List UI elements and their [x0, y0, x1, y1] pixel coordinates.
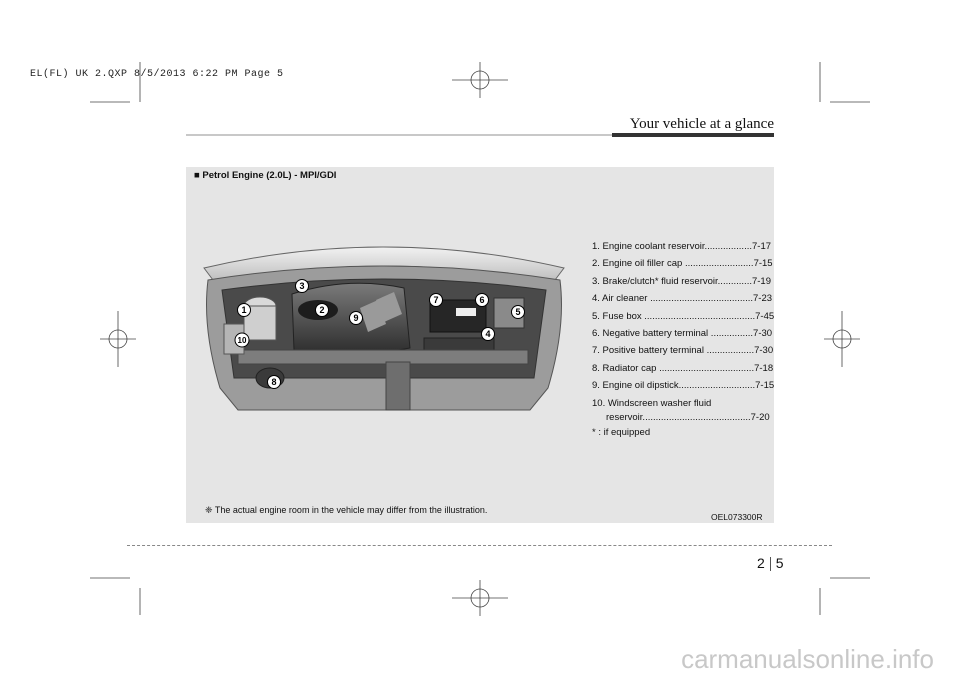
svg-text:9: 9 — [353, 313, 359, 323]
legend-item: 1. Engine coolant reservoir..................7-17 — [592, 241, 772, 252]
callout-3 — [296, 280, 309, 293]
page-number-value: 5 — [775, 555, 784, 571]
callout-1 — [238, 304, 251, 317]
svg-text:1: 1 — [241, 305, 247, 315]
svg-text:4: 4 — [485, 329, 491, 339]
footer-rule — [127, 545, 832, 546]
callouts — [198, 228, 570, 416]
callout-7 — [430, 294, 443, 307]
legend-item: 4. Air cleaner .......................................7-23 — [592, 293, 773, 305]
legend-item: 7. Positive battery terminal ..................7-30 — [592, 345, 774, 357]
figure-code: OEL073300R — [711, 512, 763, 522]
site-watermark: carmanualsonline.info — [681, 644, 934, 674]
running-title: Your vehicle at a glance — [629, 116, 774, 132]
figure-title: ■ Petrol Engine (2.0L) - MPI/GDI — [194, 170, 337, 181]
legend-item: 9. Engine oil dipstick.............................7-15 — [592, 380, 775, 392]
legend-item-continuation: reservoir.........................................7-20 — [606, 412, 770, 424]
callout-10 — [235, 333, 249, 347]
illustration-note: ❈ The actual engine room in the vehicle may differ from the illustration. — [205, 505, 488, 515]
svg-text:2: 2 — [319, 305, 325, 315]
svg-text:3: 3 — [299, 281, 305, 291]
page-number-divider — [770, 557, 771, 571]
callout-2 — [316, 304, 329, 317]
legend-footnote: * : if equipped — [592, 427, 651, 439]
callout-4 — [482, 328, 495, 341]
legend-item: 10. Windscreen washer fluid — [592, 397, 712, 409]
callout-5 — [512, 306, 525, 319]
legend-item: 5. Fuse box ..........................................7-45 — [592, 310, 775, 322]
svg-text:5: 5 — [515, 307, 521, 317]
svg-text:8: 8 — [271, 377, 277, 387]
header-rule-accent — [612, 133, 774, 137]
svg-text:6: 6 — [479, 295, 485, 305]
chapter-number: 2 — [757, 555, 765, 571]
print-slug: EL(FL) UK 2.QXP 8/5/2013 6:22 PM Page 5 — [30, 69, 284, 80]
callout-6 — [476, 294, 489, 307]
legend-item: 3. Brake/clutch* fluid reservoir.............7-19 — [592, 275, 771, 287]
svg-text:7: 7 — [433, 295, 439, 305]
svg-text:10: 10 — [237, 336, 247, 345]
legend-item: 2. Engine oil filler cap ..........................7-15 — [592, 258, 773, 270]
callout-9 — [350, 312, 363, 325]
page-number — [757, 555, 784, 571]
component-legend — [592, 238, 775, 441]
legend-item: 8. Radiator cap ....................................7-18 — [592, 362, 774, 374]
callout-8 — [268, 376, 281, 389]
legend-item: 6. Negative battery terminal ................7-30 — [592, 328, 773, 340]
